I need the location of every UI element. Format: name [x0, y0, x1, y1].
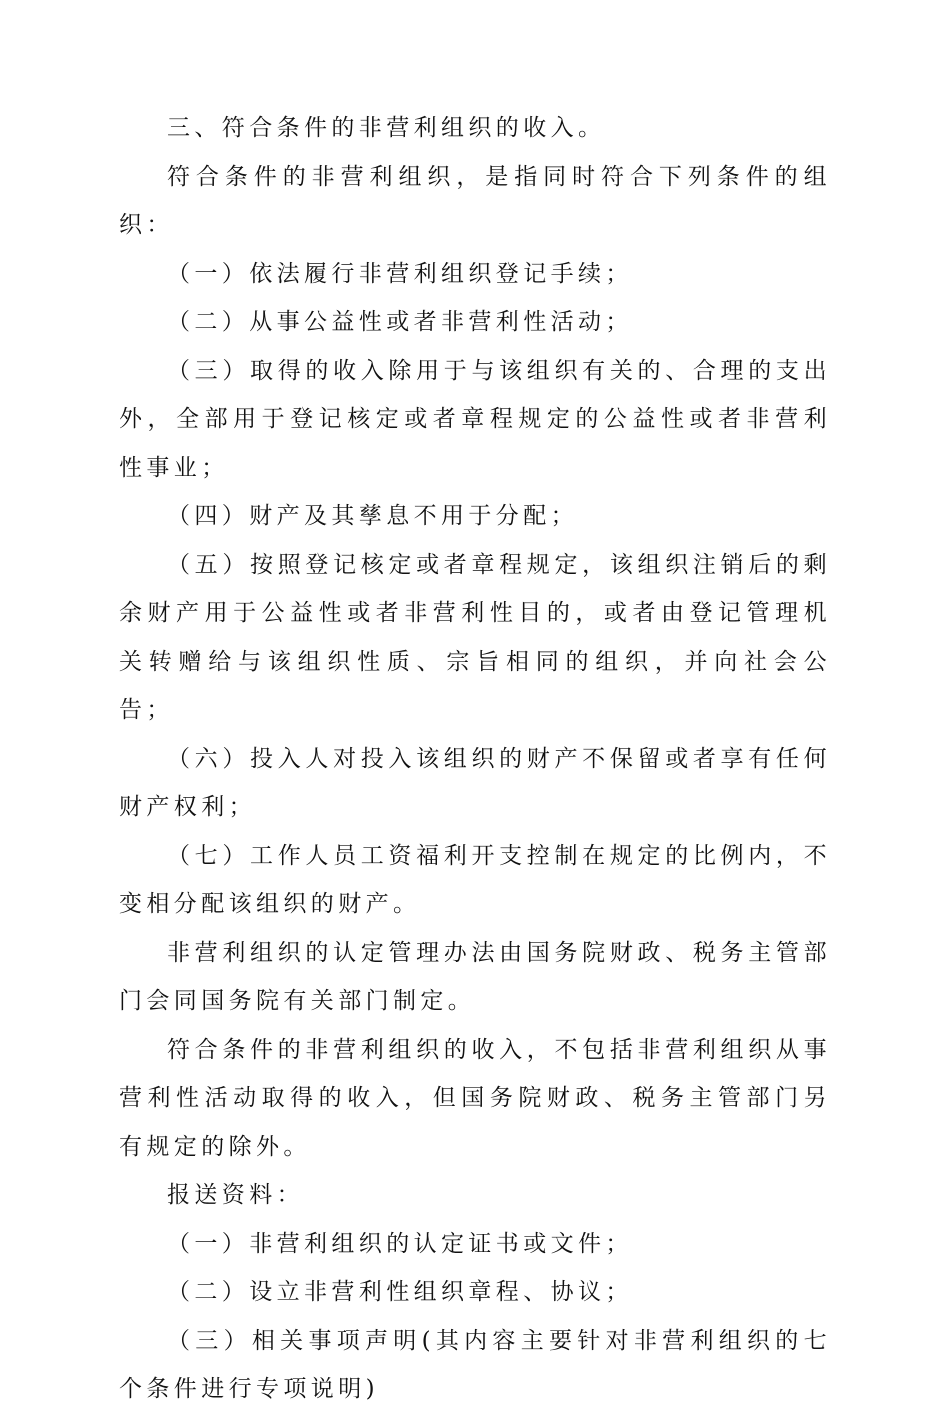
materials-heading: 报送资料：: [167, 1182, 304, 1208]
management-note: 非营利组织的认定管理办法由国务院财政、税务主管部门会同国务院有关部门制定。: [119, 939, 831, 1014]
material-item-1: （一）非营利组织的认定证书或文件；: [167, 1230, 633, 1257]
material-item-3: （三）相关事项声明(其内容主要针对非营利组织的七个条件进行专项说明): [119, 1327, 831, 1402]
condition-item-5: （五）按照登记核定或者章程规定，该组织注销后的剩余财产用于公益性或者非营利性目的，或者由登记管理机关转赠给与该组织性质、宗旨相同的组织，并向社会公告；: [119, 551, 831, 723]
conditions-intro: 符合条件的非营利组织，是指同时符合下列条件的组织：: [119, 163, 831, 238]
income-exclusion-note: 符合条件的非营利组织的收入，不包括非营利组织从事营利性活动取得的收入，但国务院财政、税务主管部门另有规定的除外。: [119, 1036, 831, 1160]
condition-item-4: （四）财产及其孳息不用于分配；: [167, 503, 578, 529]
document-body: [119, 104, 831, 1414]
condition-item-7: （七）工作人员工资福利开支控制在规定的比例内，不变相分配该组织的财产。: [119, 842, 831, 917]
material-item-2: （二）设立非营利性组织章程、协议；: [167, 1279, 633, 1305]
condition-item-2: （二）从事公益性或者非营利性活动；: [167, 309, 633, 335]
condition-item-3: （三）取得的收入除用于与该组织有关的、合理的支出外，全部用于登记核定或者章程规定的公益性或者非营利性事业；: [119, 357, 831, 481]
section-heading: 三、符合条件的非营利组织的收入。: [167, 115, 606, 141]
condition-item-1: （一）依法履行非营利组织登记手续；: [167, 260, 633, 287]
condition-item-6: （六）投入人对投入该组织的财产不保留或者享有任何财产权利；: [119, 745, 831, 820]
